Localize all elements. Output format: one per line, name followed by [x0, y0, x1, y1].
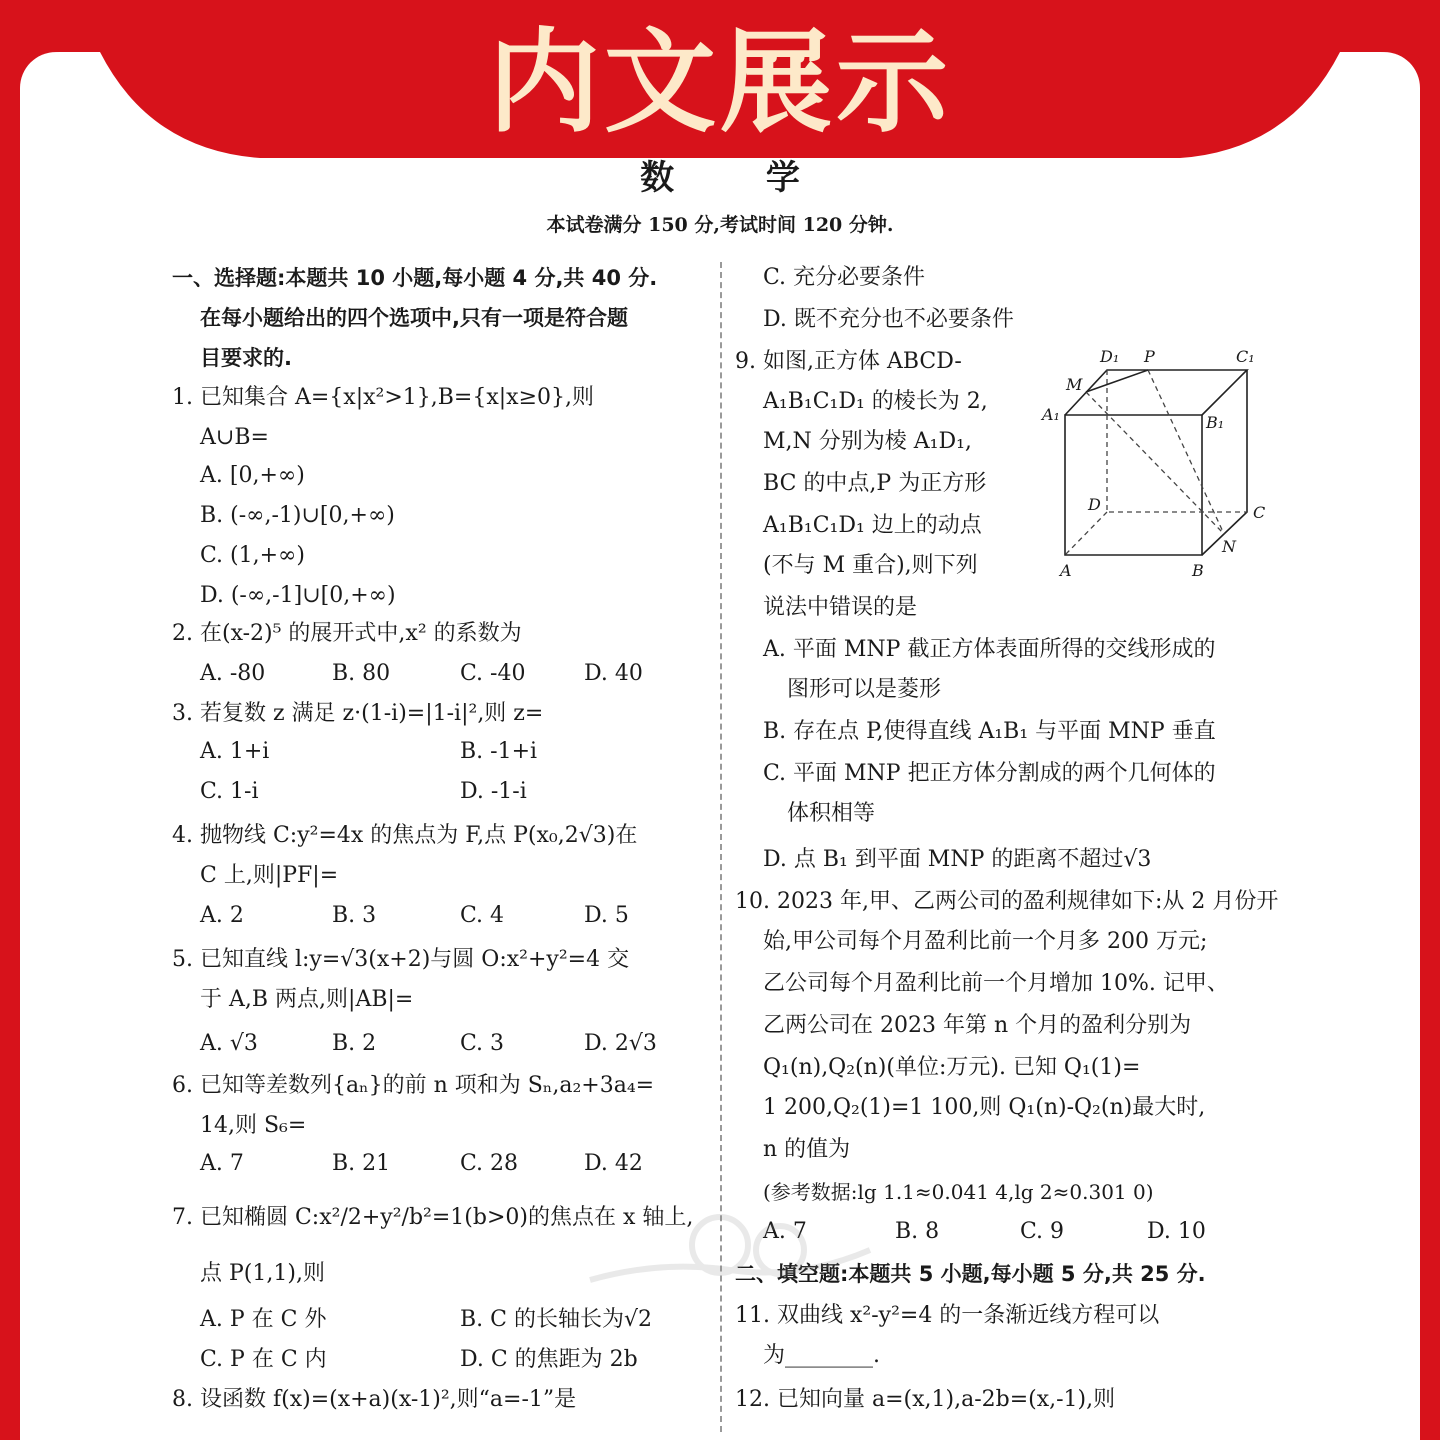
- q10-option-b: B. 8: [895, 1219, 940, 1244]
- q7-option-d: D. C 的焦距为 2b: [460, 1347, 638, 1372]
- q9-option-c: C. 平面 MNP 把正方体分割成的两个几何体的: [763, 761, 1216, 786]
- question-10: 10. 2023 年,甲、乙两公司的盈利规律如下:从 2 月份开: [735, 889, 1279, 914]
- document-title: 数 学: [640, 158, 840, 198]
- q9-option-c-line: 体积相等: [787, 801, 876, 826]
- question-10-line: 乙两公司在 2023 年第 n 个月的盈利分别为: [763, 1013, 1192, 1038]
- question-9-line: M,N 分别为棱 A₁D₁,: [763, 429, 972, 454]
- q2-option-c: C. -40: [460, 661, 526, 686]
- question-4-line: C 上,则|PF|=: [200, 863, 339, 888]
- question-6-line: 14,则 S₆=: [200, 1113, 307, 1138]
- q10-option-c: C. 9: [1020, 1219, 1065, 1244]
- question-11: 11. 双曲线 x²-y²=4 的一条渐近线方程可以: [735, 1303, 1160, 1328]
- q3-option-b: B. -1+i: [460, 739, 538, 764]
- question-9-line: 说法中错误的是: [763, 595, 918, 620]
- q1-option-c: C. (1,+∞): [200, 543, 305, 568]
- question-10-line: 1 200,Q₂(1)=1 100,则 Q₁(n)-Q₂(n)最大时,: [763, 1095, 1206, 1120]
- section-heading-2: 二、填空题:本题共 5 小题,每小题 5 分,共 25 分.: [735, 1262, 1206, 1286]
- q1-option-d: D. (-∞,-1]∪[0,+∞): [200, 583, 396, 608]
- q6-option-b: B. 21: [332, 1151, 391, 1176]
- label-D: D: [1088, 495, 1101, 514]
- label-P: P: [1144, 347, 1155, 366]
- question-10-line: n 的值为: [763, 1137, 851, 1162]
- label-B: B: [1192, 561, 1204, 580]
- question-1-line: A∪B=: [200, 425, 269, 450]
- question-10-line: 乙公司每个月盈利比前一个月增加 10%. 记甲、: [763, 971, 1229, 996]
- question-1: 1. 已知集合 A={x|x²>1},B={x|x≥0},则: [172, 385, 595, 410]
- label-C1: C₁: [1236, 347, 1255, 366]
- question-10-reference: (参考数据:lg 1.1≈0.041 4,lg 2≈0.301 0): [763, 1180, 1154, 1204]
- q2-option-a: A. -80: [200, 661, 266, 686]
- q9-option-a: A. 平面 MNP 截正方体表面所得的交线形成的: [763, 637, 1216, 662]
- question-9-line: A₁B₁C₁D₁ 的棱长为 2,: [763, 389, 988, 414]
- section-heading: 一、选择题:本题共 10 小题,每小题 4 分,共 40 分.: [172, 266, 658, 290]
- question-10-line: 始,甲公司每个月盈利比前一个月多 200 万元;: [763, 929, 1208, 954]
- q4-option-d: D. 5: [584, 903, 629, 928]
- q7-option-b: B. C 的长轴长为√2: [460, 1307, 652, 1332]
- q4-option-b: B. 3: [332, 903, 377, 928]
- label-D1: D₁: [1100, 347, 1120, 366]
- label-C: C: [1253, 503, 1266, 522]
- q6-option-d: D. 42: [584, 1151, 643, 1176]
- q10-option-a: A. 7: [763, 1219, 807, 1244]
- question-7: 7. 已知椭圆 C:x²/2+y²/b²=1(b>0)的焦点在 x 轴上,: [172, 1205, 694, 1230]
- q5-option-d: D. 2√3: [584, 1031, 657, 1056]
- watermark-logo: [580, 1200, 880, 1310]
- q3-option-a: A. 1+i: [200, 739, 270, 764]
- label-A1: A₁: [1042, 405, 1060, 424]
- q7-option-a: A. P 在 C 外: [200, 1307, 327, 1332]
- document-subtitle: 本试卷满分 150 分,考试时间 120 分钟.: [546, 214, 894, 236]
- question-9-line: BC 的中点,P 为正方形: [763, 471, 987, 496]
- q4-option-a: A. 2: [200, 903, 244, 928]
- q5-option-b: B. 2: [332, 1031, 377, 1056]
- question-5-line: 于 A,B 两点,则|AB|=: [200, 987, 414, 1012]
- q10-option-d: D. 10: [1147, 1219, 1206, 1244]
- banner-title: 内文展示: [488, 18, 952, 148]
- label-M: M: [1066, 375, 1083, 394]
- section-heading-line: 在每小题给出的四个选项中,只有一项是符合题: [200, 306, 628, 330]
- q5-option-a: A. √3: [200, 1031, 258, 1056]
- q6-option-a: A. 7: [200, 1151, 244, 1176]
- q2-option-d: D. 40: [584, 661, 643, 686]
- cube-figure: [1040, 342, 1280, 587]
- q3-option-d: D. -1-i: [460, 779, 527, 804]
- question-9-line: A₁B₁C₁D₁ 边上的动点: [763, 513, 982, 538]
- label-N: N: [1222, 537, 1236, 556]
- q8-option-c: C. 充分必要条件: [763, 265, 926, 290]
- q4-option-c: C. 4: [460, 903, 505, 928]
- q9-option-d: D. 点 B₁ 到平面 MNP 的距离不超过√3: [763, 847, 1152, 872]
- q6-option-c: C. 28: [460, 1151, 519, 1176]
- q9-option-a-line: 图形可以是菱形: [787, 677, 942, 702]
- question-6: 6. 已知等差数列{aₙ}的前 n 项和为 Sₙ,a₂+3a₄=: [172, 1073, 655, 1098]
- q1-option-b: B. (-∞,-1)∪[0,+∞): [200, 503, 395, 528]
- question-9: 9. 如图,正方体 ABCD-: [735, 349, 962, 374]
- q1-option-a: A. [0,+∞): [200, 463, 305, 488]
- label-A: A: [1060, 561, 1072, 580]
- question-4: 4. 抛物线 C:y²=4x 的焦点为 F,点 P(x₀,2√3)在: [172, 823, 638, 848]
- question-3: 3. 若复数 z 满足 z·(1-i)=|1-i|²,则 z=: [172, 701, 544, 726]
- q9-option-b: B. 存在点 P,使得直线 A₁B₁ 与平面 MNP 垂直: [763, 719, 1216, 744]
- question-10-line: Q₁(n),Q₂(n)(单位:万元). 已知 Q₁(1)=: [763, 1055, 1141, 1080]
- question-2: 2. 在(x-2)⁵ 的展开式中,x² 的系数为: [172, 621, 522, 646]
- q8-option-d: D. 既不充分也不必要条件: [763, 307, 1014, 332]
- q7-option-c: C. P 在 C 内: [200, 1347, 327, 1372]
- question-12: 12. 已知向量 a=(x,1),a-2b=(x,-1),则: [735, 1387, 1116, 1412]
- q2-option-b: B. 80: [332, 661, 391, 686]
- question-7-line: 点 P(1,1),则: [200, 1261, 325, 1286]
- question-9-line: (不与 M 重合),则下列: [763, 553, 978, 578]
- label-B1: B₁: [1206, 413, 1225, 432]
- q5-option-c: C. 3: [460, 1031, 505, 1056]
- question-8: 8. 设函数 f(x)=(x+a)(x-1)²,则“a=-1”是: [172, 1387, 577, 1412]
- q3-option-c: C. 1-i: [200, 779, 259, 804]
- question-5: 5. 已知直线 l:y=√3(x+2)与圆 O:x²+y²=4 交: [172, 947, 630, 972]
- section-heading-line: 目要求的.: [200, 346, 292, 370]
- question-11-line: 为________.: [763, 1343, 880, 1368]
